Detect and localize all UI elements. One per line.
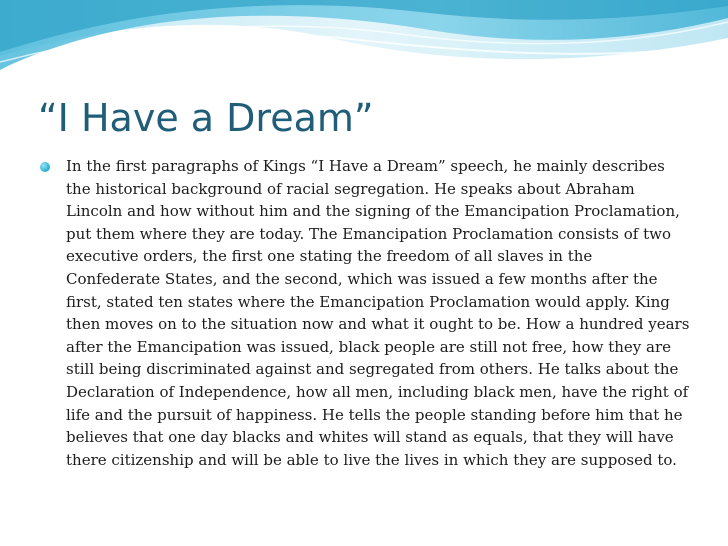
bullet-point-icon: [40, 162, 50, 172]
bullet-item: [40, 155, 690, 471]
bullet-text: In the first paragraphs of Kings “I Have a Dream” speech, he mainly describes the historical background of racial segregation. He speaks about Abraham Lincoln and how without him and the signing of the Emancipation Proclamation, put them where they are today. The Emancipation Proclamation consists of two executive orders, the first one stating the freedom of all slaves in the Confederate States, and the second, which was issued a few months after the first, stated ten states where the Emancipation Proclamation would apply. King then moves on to the situation now and what it ought to be. How a hundred years after the Emancipation was issued, black people are still not free, how they are still being discriminated against and segregated from others. He talks about the Declaration of Independence, how all men, including black men, have the right of life and the pursuit of happiness. He tells the people standing before him that he believes that one day blacks and whites will stand as equals, that they will have there citizenship and will be able to live the lives in which they are supposed to.: [66, 157, 690, 469]
slide-body: [40, 155, 690, 471]
slide-title: “I Have a Dream”: [38, 96, 374, 140]
header-wave-decoration: [0, 0, 728, 90]
